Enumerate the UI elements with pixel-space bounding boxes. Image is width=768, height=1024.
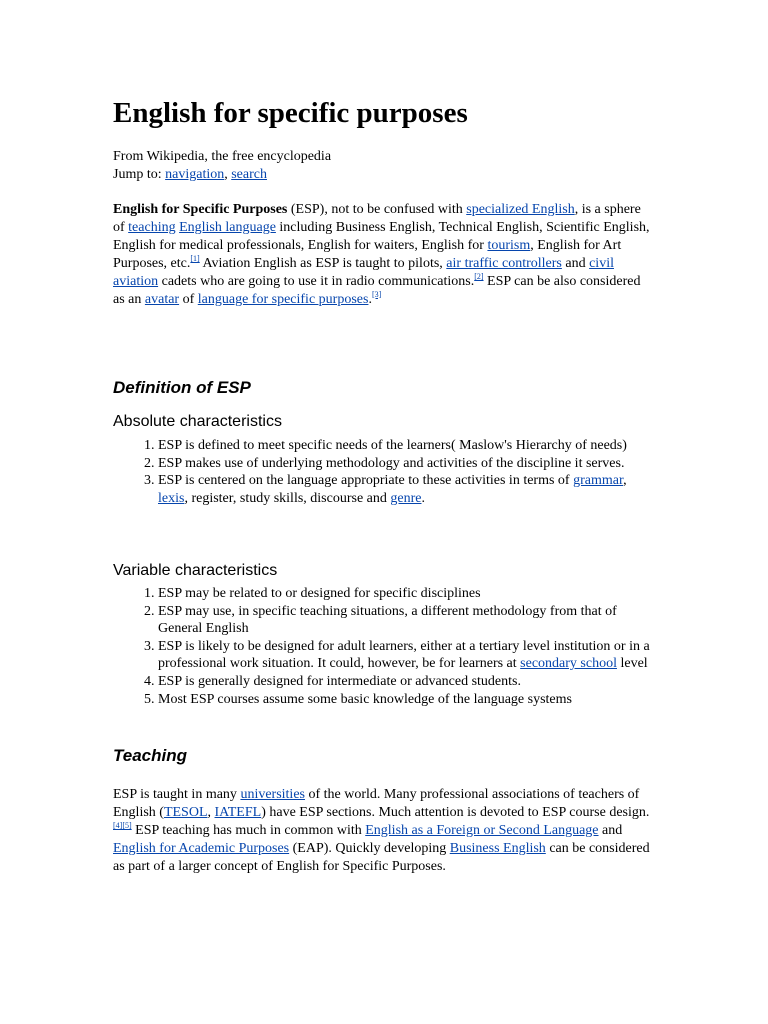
teaching-text: ) have ESP sections. Much attention is devoted to ESP course design. bbox=[261, 804, 650, 820]
list-item bbox=[158, 472, 658, 507]
intro-text: . bbox=[368, 291, 372, 307]
absolute-characteristics-list bbox=[113, 437, 658, 507]
universities-link[interactable]: universities bbox=[240, 787, 305, 802]
list-item-text: , bbox=[623, 473, 627, 489]
teaching-paragraph bbox=[113, 786, 653, 876]
teaching-text: and bbox=[598, 822, 623, 838]
reference-link-2[interactable]: [2] bbox=[474, 271, 484, 281]
list-item bbox=[158, 638, 658, 673]
search-link[interactable]: search bbox=[231, 167, 267, 182]
jump-to-separator: , bbox=[224, 167, 232, 182]
jump-to-label: Jump to: bbox=[113, 167, 166, 182]
civil-aviation-link[interactable]: civil aviation bbox=[113, 255, 614, 289]
list-item: 1. ESP is defined to meet specific needs of the learners( Maslow's Hierarchy of needs) bbox=[158, 437, 658, 455]
reference-link-3[interactable]: [3] bbox=[371, 289, 382, 299]
teaching-text: (EAP). Quickly developing bbox=[289, 840, 450, 856]
intro-text: of bbox=[179, 291, 198, 307]
page-title: English for specific purposes bbox=[113, 97, 468, 129]
intro-text: , is a sphere of bbox=[113, 202, 641, 235]
list-item-text: level bbox=[616, 656, 648, 672]
teaching-text: ESP is taught in many bbox=[113, 787, 241, 802]
navigation-link[interactable]: navigation bbox=[165, 167, 225, 182]
eap-link[interactable]: English for Academic Purposes bbox=[113, 840, 290, 856]
list-item: 2. ESP may use, in specific teaching situations, a different methodology from that of General English bbox=[158, 603, 658, 638]
intro-text: ESP can be also considered as an bbox=[113, 273, 641, 307]
intro-term: English for Specific Purposes bbox=[113, 202, 288, 217]
list-item: 2. ESP makes use of underlying methodology and activities of the discipline it serves. bbox=[158, 455, 658, 473]
business-english-link[interactable]: Business English bbox=[449, 840, 546, 856]
intro-text: including Business English, Technical English, Scientific English, English for medical professionals, English for waiters, English for bbox=[113, 219, 650, 253]
grammar-link[interactable]: grammar bbox=[573, 473, 624, 489]
teaching-text: can be considered as part of a larger concept of English for Specific Purposes. bbox=[113, 840, 650, 874]
section-heading-teaching: Teaching bbox=[113, 746, 187, 765]
intro-text: cadets who are going to use it in radio communications. bbox=[158, 273, 475, 289]
variable-characteristics-list bbox=[113, 585, 658, 708]
intro-paragraph bbox=[113, 201, 653, 308]
list-item-text: , register, study skills, discourse and bbox=[184, 490, 391, 506]
list-item-text: . bbox=[421, 490, 425, 506]
intro-text: Aviation English as ESP is taught to pilots, bbox=[199, 255, 447, 271]
intro-text: (ESP), not to be confused with bbox=[287, 202, 467, 217]
lexis-link[interactable]: lexis bbox=[158, 490, 185, 506]
specialized-english-link[interactable]: specialized English bbox=[466, 202, 575, 217]
list-item-text: ESP is likely to be designed for adult learners, either at a tertiary level institution or in a professional work situation. It could, however, be for learners at bbox=[158, 638, 650, 672]
intro-text: and bbox=[561, 255, 590, 271]
list-item: 4. ESP is generally designed for intermediate or advanced students. bbox=[158, 673, 658, 691]
reference-link-1[interactable]: [1] bbox=[190, 253, 200, 263]
site-tagline: From Wikipedia, the free encyclopedia bbox=[113, 149, 332, 164]
language-for-specific-purposes-link[interactable]: language for specific purposes bbox=[197, 291, 369, 307]
secondary-school-link[interactable]: secondary school bbox=[520, 656, 617, 672]
teaching-text: of the world. Many professional associations of teachers of English ( bbox=[113, 787, 640, 820]
efl-esl-link[interactable]: English as a Foreign or Second Language bbox=[365, 822, 599, 838]
list-item: 5. Most ESP courses assume some basic knowledge of the language systems bbox=[158, 691, 658, 709]
english-language-link[interactable]: English language bbox=[179, 219, 276, 235]
air-traffic-controllers-link[interactable]: air traffic controllers bbox=[446, 255, 562, 271]
reference-link-4-5[interactable]: [4][5] bbox=[113, 820, 132, 830]
genre-link[interactable]: genre bbox=[390, 490, 422, 506]
jump-to-line bbox=[113, 166, 331, 184]
section-heading-definition: Definition of ESP bbox=[113, 378, 251, 397]
teaching-text: ESP teaching has much in common with bbox=[131, 822, 366, 838]
teaching-link[interactable]: teaching bbox=[128, 219, 176, 235]
iatefl-link[interactable]: IATEFL bbox=[214, 804, 262, 820]
subsection-heading-absolute: Absolute characteristics bbox=[113, 413, 282, 430]
teaching-text: , bbox=[207, 804, 215, 820]
avatar-link[interactable]: avatar bbox=[144, 291, 180, 307]
list-item: 1. ESP may be related to or designed for specific disciplines bbox=[158, 585, 658, 603]
subsection-heading-variable: Variable characteristics bbox=[113, 562, 278, 579]
tesol-link[interactable]: TESOL bbox=[163, 804, 208, 820]
tourism-link[interactable]: tourism bbox=[487, 237, 531, 253]
intro-text: , English for Art Purposes, etc. bbox=[113, 237, 622, 271]
list-item-text: ESP is centered on the language appropriate to these activities in terms of bbox=[158, 473, 574, 489]
article-meta bbox=[113, 148, 331, 184]
